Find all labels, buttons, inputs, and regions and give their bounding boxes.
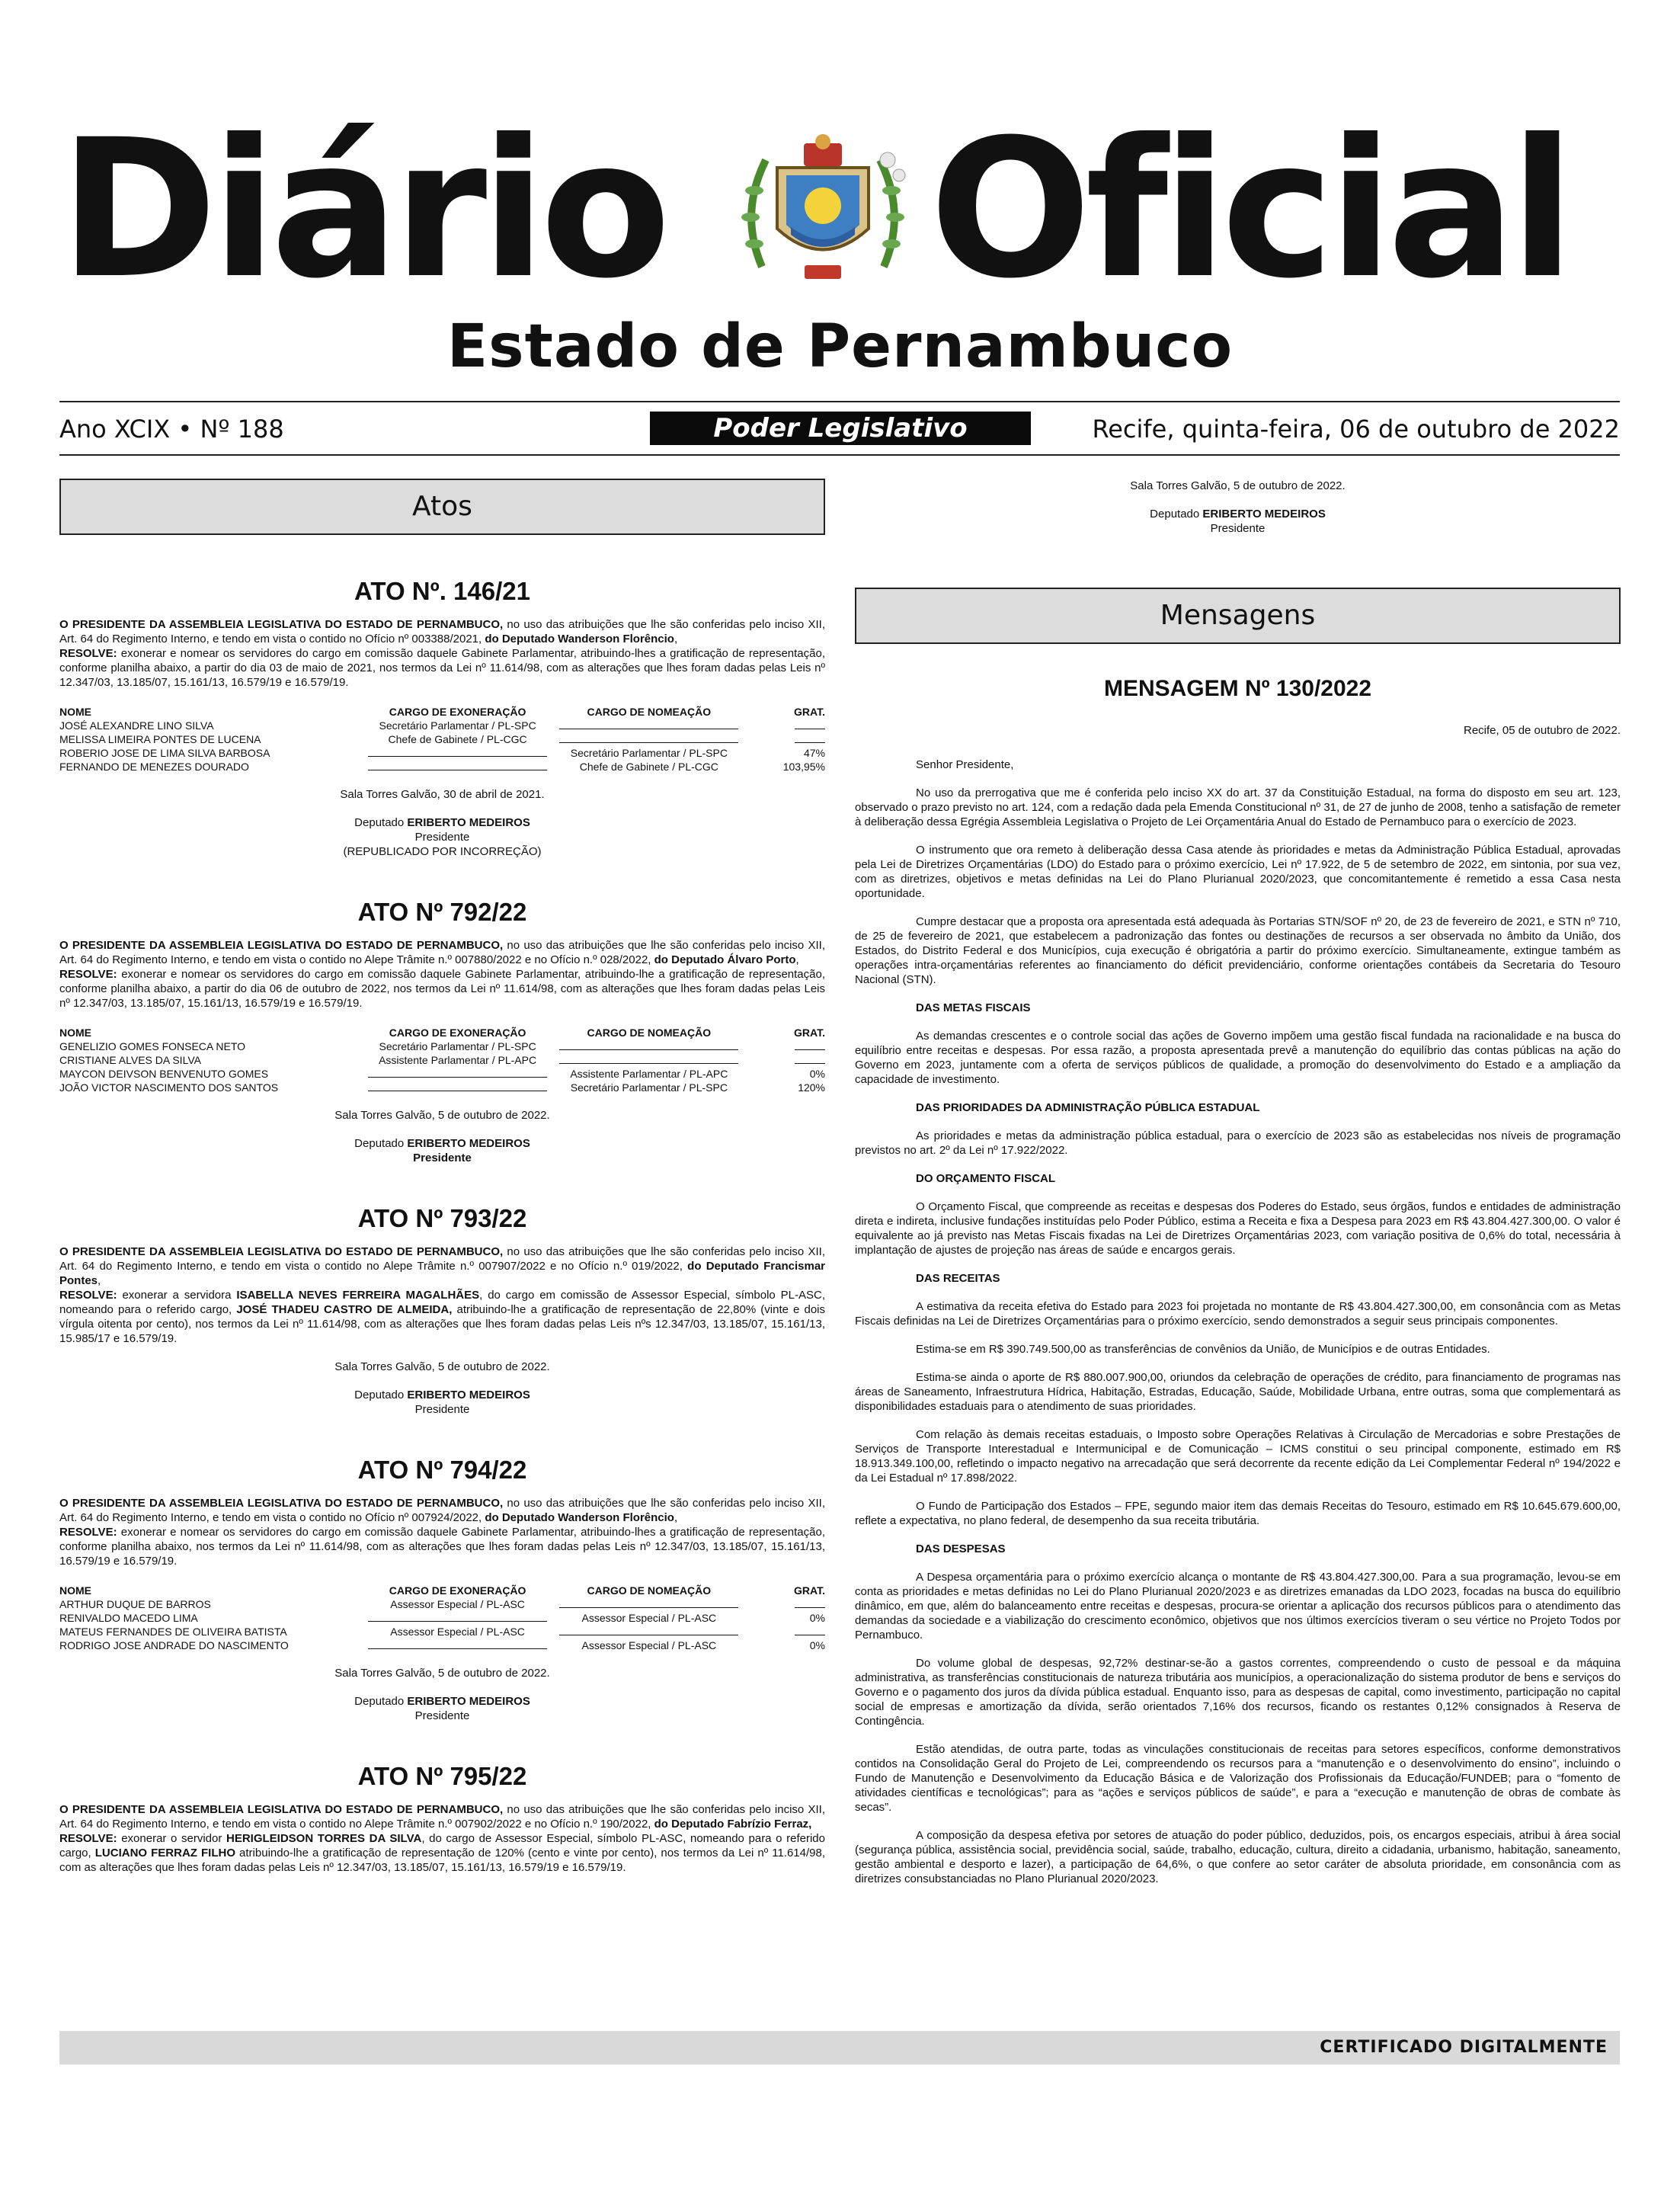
ato-792-22 <box>59 897 825 1165</box>
table-row: GENELIZIO GOMES FONSECA NETO Secretário Parlamentar / PL-SPC <box>59 1039 825 1053</box>
message-paragraph: A composição da despesa efetiva por setores de atuação do poder público, deduzidos, pois, os encargos especiais, atribui à área social (segurança pública, assistência social, previdência social, saúde, trabalho, educação, cultura, direito a cidadania, urbanismo, habitação, saneamento, gestão ambiental e desporto e lazer), a participação de 64,6%, o que confere ao setor caráter de absoluta prioridade, em consonância com as diretrizes consubstanciadas no Plano Plurianual 2020/2023. <box>855 1829 1621 1885</box>
ato-793-22 <box>59 1203 825 1417</box>
salutation: Senhor Presidente, <box>916 758 1014 771</box>
ato-preamble: O PRESIDENTE DA ASSEMBLEIA LEGISLATIVA DO ESTADO DE PERNAMBUCO, no uso das atribuições que lhe são conferidas pelo inciso XII, Art. 64 do Regimento Interno, e tendo em vista o contido no Alepe Trâmite n.º 007880/2022 e no Ofício n.º 028/2022, do Deputado Álvaro Porto, RESOLVE: exonerar e nomear os servidores do cargo em comissão daquele Gabinete Parlamentar, atribuindo-lhe a gratificação de representação, conforme planilha abaixo, a partir do dia 06 de outubro de 2022, nos termos da Lei nº 11.614/98, com as alterações que lhes foram dadas pelas Leis nº 12.347/03, 13.185/07, 15.161/13, 16.579/19 e 16.579/19. <box>59 939 825 1010</box>
table-row: RODRIGO JOSE ANDRADE DO NASCIMENTO Assessor Especial / PL-ASC 0% <box>59 1639 825 1651</box>
ato-794-22 <box>59 1455 825 1723</box>
table-row: JOÃO VICTOR NASCIMENTO DOS SANTOS Secretário Parlamentar / PL-SPC 120% <box>59 1081 825 1094</box>
ato-signature: Sala Torres Galvão, 5 de outubro de 2022. Deputado ERIBERTO MEDEIROS Presidente <box>334 1360 550 1416</box>
right-column <box>855 479 1621 1886</box>
table-row: MAYCON DEIVSON BENVENUTO GOMES Assistente Parlamentar / PL-APC 0% <box>59 1068 825 1080</box>
table-row: CRISTIANE ALVES DA SILVA Assistente Parlamentar / PL-APC <box>59 1053 825 1067</box>
ato-146-21 <box>59 576 825 859</box>
left-column <box>59 479 825 1875</box>
ato-title: ATO Nº 794/22 <box>357 1456 527 1484</box>
table-row: MATEUS FERNANDES DE OLIVEIRA BATISTA Assessor Especial / PL-ASC <box>59 1625 825 1638</box>
message-paragraph: No uso da prerrogativa que me é conferida pelo inciso XX do art. 37 da Constituição Estadual, na forma do disposto em seu art. 123, observado o prazo previsto no art. 124, com a redação dada pela Emenda Constitucional nº 31, de 27 de junho de 2008, tenho a satisfação de remeter à deliberação dessa Egrégia Assembleia Legislativa o Projeto de Lei Orçamentária Anual do Estado de Pernambuco para o exercício de 2023. <box>855 786 1621 828</box>
message-paragraph: O Orçamento Fiscal, que compreende as receitas e despesas dos Poderes do Estado, seus órgãos, fundos e entidades de administração direta e indireta, inclusive fundações instituídas pelo Poder Público, estima a Receita e fixa a Despesa para 2023 em R$ 43.804.427.300,00. O valor é equivalente ao já previsto nas Metas Fiscais fixadas na Lei de Diretrizes Orçamentárias 2023, com variação positiva de 0,6% do total, necessária à implantação de ajustes de projeção nas áreas de saúde e encargos gerais. <box>855 1200 1621 1257</box>
masthead <box>0 98 1680 320</box>
ato-signature: Sala Torres Galvão, 5 de outubro de 2022. Deputado ERIBERTO MEDEIROS Presidente <box>334 1667 550 1722</box>
publication-date: Recife, quinta-feira, 06 de outubro de 2022 <box>1092 415 1620 444</box>
issue-number: Ano XCIX • Nº 188 <box>59 415 284 444</box>
message-paragraph: O instrumento que ora remeto à deliberação dessa Casa atende às prioridades e metas da Administração Pública Estadual, aprovadas pela Lei de Diretrizes Orçamentárias (LDO) do Estado para o próximo exercício, Lei nº 17.922, de 5 de setembro de 2022, em sintonia, por sua vez, com as diretrizes, objetivos e metas definidas na Lei do Plano Plurianual 2020/2023, que concomitantemente é remetido a essa Casa nesta oportunidade. <box>855 844 1621 900</box>
pernambuco-coat-of-arms-icon <box>731 130 914 290</box>
ato-table: NOME CARGO DE EXONERAÇÃO CARGO DE NOMEAÇÃO GRAT. JOSÉ ALEXANDRE LINO SILVA Secretário Parlamentar / PL-SPC MELISSA LIMEIRA PONTES DE LUCENA Chefe de Gabinete / PL-CGC ROBERIO JOSE DE LIMA SILVA BARBOSA Secretário Parlamentar / PL-SPC 47% FERNANDO DE MENEZES DOURADO Chefe de Gabinete / PL-CGC 103,95% <box>59 706 825 773</box>
masthead-title-right: Oficial <box>930 98 1570 320</box>
table-row: ROBERIO JOSE DE LIMA SILVA BARBOSA Secretário Parlamentar / PL-SPC 47% <box>59 747 825 759</box>
message-paragraph: A Despesa orçamentária para o próximo exercício alcança o montante de R$ 43.804.427.300,00. Para a sua programação, levou-se em conta as prioridades e metas definidas no Lei do Plano Plurianual 2020/2023 e as diretrizes emanadas da LDO 2023, focadas na busca do equilíbrio dinâmico, em que, além do balanceamento entre receitas e despesas, procura-se orientar a aplicação dos recursos públicos para o atendimento das demandas da sociedade e a viabilização do crescimento econômico, objetivos que nos últimos exercícios tiveram o seu vértice no Projeto Todos por Pernambuco. <box>855 1571 1621 1642</box>
ato-title: ATO Nº. 146/21 <box>354 577 530 605</box>
ato-795-22 <box>59 1761 825 1875</box>
message-paragraph: Com relação às demais receitas estaduais, o Imposto sobre Operações Relativas à Circulação de Mercadorias e sobre Prestações de Serviços de Transporte Interestadual e Intermunicipal e de Comunicação – ICMS constitui o seu principal componente, estimado em R$ 18.913.349.100,00, refletindo o impacto negativo na arrecadação que será decorrente da recente edição da Lei Complementar Federal nº 194/2022 e da Lei Estadual nº 17.898/2022. <box>855 1428 1621 1485</box>
section-mensagens: Mensagens <box>855 588 1621 644</box>
masthead-subtitle: Estado de Pernambuco <box>446 312 1234 381</box>
ato-preamble: O PRESIDENTE DA ASSEMBLEIA LEGISLATIVA DO ESTADO DE PERNAMBUCO, no uso das atribuições que lhe são conferidas pelo inciso XII, Art. 64 do Regimento Interno, e tendo em vista o contido no Ofício nº 007924/2022, do Deputado Wanderson Florêncio, RESOLVE: exonerar e nomear os servidores do cargo em comissão daquele Gabinete Parlamentar, atribuindo-lhes a gratificação de representação, conforme planilha abaixo, nos termos da Lei nº 11.614/98, com as alterações que lhes foram dadas pelas Leis nº 12.347/03, 13.185/07, 15.161/13, 16.579/19 e 16.579/19. <box>59 1497 825 1568</box>
message-paragraph: Estima-se ainda o aporte de R$ 880.007.900,00, oriundos da celebração de operações de crédito, para financiamento de programas nas áreas de Saneamento, Infraestrutura Hídrica, Habitação, Estradas, Educação, Saúde, Mobilidade Urbana, entre outras, soma que complementará as disponibilidades estaduais para o atendimento de suas prioridades. <box>855 1371 1621 1413</box>
table-row: MELISSA LIMEIRA PONTES DE LUCENA Chefe de Gabinete / PL-CGC <box>59 732 825 746</box>
section-heading: DAS METAS FISCAIS <box>916 1001 1031 1014</box>
issue-row <box>59 412 1620 445</box>
section-heading: DAS PRIORIDADES DA ADMINISTRAÇÃO PÚBLICA ESTADUAL <box>916 1101 1260 1114</box>
table-row: FERNANDO DE MENEZES DOURADO Chefe de Gabinete / PL-CGC 103,95% <box>59 761 825 773</box>
ato-signature: Sala Torres Galvão, 5 de outubro de 2022. Deputado ERIBERTO MEDEIROS Presidente <box>334 1109 550 1164</box>
ato-title: ATO Nº 793/22 <box>357 1204 527 1232</box>
branch-banner: Poder Legislativo <box>650 412 1031 445</box>
message-date: Recife, 05 de outubro de 2022. <box>1464 724 1621 737</box>
section-heading: DAS DESPESAS <box>916 1542 1006 1555</box>
message-paragraph: A estimativa da receita efetiva do Estado para 2023 foi projetada no montante de R$ 43.804.427.300,00, em consonância com as Metas Fiscais definidas na Lei de Diretrizes Orçamentárias para o próximo exercício, sendo demonstrados a seguir seus principais componentes. <box>855 1300 1621 1328</box>
message-paragraph: Estima-se em R$ 390.749.500,00 as transferências de convênios da União, de Municípios e de outras Entidades. <box>916 1343 1490 1356</box>
table-row: RENIVALDO MACEDO LIMA Assessor Especial / PL-ASC 0% <box>59 1612 825 1624</box>
ato-table: NOME CARGO DE EXONERAÇÃO CARGO DE NOMEAÇÃO GRAT. GENELIZIO GOMES FONSECA NETO Secretário Parlamentar / PL-SPC CRISTIANE ALVES DA SILVA Assistente Parlamentar / PL-APC MAYCON DEIVSON BENVENUTO GOMES Assistente Parlamentar / PL-APC 0% JOÃO VICTOR NASCIMENTO DOS SANTOS Secretário Parlamentar / PL-SPC 120% <box>59 1027 825 1094</box>
masthead-title-left: Diário <box>59 98 665 320</box>
table-row: ARTHUR DUQUE DE BARROS Assessor Especial / PL-ASC <box>59 1597 825 1611</box>
section-heading: DAS RECEITAS <box>916 1272 1000 1285</box>
table-row: JOSÉ ALEXANDRE LINO SILVA Secretário Parlamentar / PL-SPC <box>59 719 825 732</box>
digital-certificate-footer: CERTIFICADO DIGITALMENTE <box>59 2031 1620 2064</box>
ato-title: ATO Nº 792/22 <box>357 898 527 926</box>
ato-signature: Sala Torres Galvão, 30 de abril de 2021. Deputado ERIBERTO MEDEIROS Presidente (REPUBLICADO POR INCORREÇÃO) <box>340 788 545 858</box>
ato-preamble: O PRESIDENTE DA ASSEMBLEIA LEGISLATIVA DO ESTADO DE PERNAMBUCO, no uso das atribuições que lhe são conferidas pelo inciso XII, Art. 64 do Regimento Interno, e tendo em vista o contido no Alepe Trâmite n.º 007907/2022 e no Ofício n.º 019/2022, do Deputado Francismar Pontes, RESOLVE: exonerar a servidora ISABELLA NEVES FERREIRA MAGALHÃES, do cargo em comissão de Assessor Especial, símbolo PL-ASC, nomeando para o referido cargo, JOSÉ THADEU CASTRO DE ALMEIDA, atribuindo-lhe a gratificação de representação de 22,80% (vinte e dois vírgula oitenta por cento), nos termos da Lei nº 11.614/98, com as alterações que lhes foram dadas pelas Leis nºs 12.347/03, 13.185/07, 15.161/13, 15.985/17 e 16.579/19. <box>59 1245 826 1345</box>
message-paragraph: O Fundo de Participação dos Estados – FPE, segundo maior item das demais Receitas do Tesouro, estimado em R$ 10.645.679.600,00, reflete a expectativa, no plano federal, de desempenho da sua receita tributária. <box>855 1500 1621 1527</box>
message-paragraph: Estão atendidas, de outra parte, todas as vinculações constitucionais de receitas para setores específicos, conforme demonstrativos contidos na Consolidação Geral do Projeto de Lei, compreendendo os recursos para a “manutenção e o desenvolvimento do ensino”, incluindo o Fundo de Manutenção e Desenvolvimento da Educação Básica e de Valorização dos Profissionais da Educação/FUNDEB; para o “fomento de atividades científicas e tecnológicas”; para as “ações e serviços públicos de saúde”, e para a “execução e manutenção de obras de combate às secas”. <box>855 1743 1621 1814</box>
section-heading: DO ORÇAMENTO FISCAL <box>916 1172 1056 1185</box>
masthead-bottom-rule <box>59 454 1620 456</box>
ato-preamble: O PRESIDENTE DA ASSEMBLEIA LEGISLATIVA DO ESTADO DE PERNAMBUCO, no uso das atribuições que lhe são conferidas pelo inciso XII, Art. 64 do Regimento Interno, e tendo em vista o contido no Alepe Trâmite n.º 007902/2022 e no Ofício n.º 190/2022, do Deputado Fabrízio Ferraz, RESOLVE: exonerar o servidor HERIGLEIDSON TORRES DA SILVA, do cargo de Assessor Especial, símbolo PL-ASC, nomeando para o referido cargo, LUCIANO FERRAZ FILHO atribuindo-lhe a gratificação de representação de 120% (cento e vinte por cento), nos termos da Lei nº 11.614/98, com as alterações que lhes foram dadas pelas Leis nº 12.347/03, 13.185/07, 15.161/13, 16.579/19 e 16.579/19. <box>59 1803 826 1874</box>
top-signature: Sala Torres Galvão, 5 de outubro de 2022. Deputado ERIBERTO MEDEIROS Presidente <box>1130 479 1346 535</box>
ato-table: NOME CARGO DE EXONERAÇÃO CARGO DE NOMEAÇÃO GRAT. ARTHUR DUQUE DE BARROS Assessor Especial / PL-ASC RENIVALDO MACEDO LIMA Assessor Especial / PL-ASC 0% MATEUS FERNANDES DE OLIVEIRA BATISTA Assessor Especial / PL-ASC RODRIGO JOSE ANDRADE DO NASCIMENTO Assessor Especial / PL-ASC 0% <box>59 1584 825 1651</box>
message-paragraph: As prioridades e metas da administração pública estadual, para o exercício de 2023 são as estabelecidas nos níveis de programação previstos no art. 2º da Lei nº 17.922/2022. <box>855 1129 1621 1157</box>
ato-preamble: O PRESIDENTE DA ASSEMBLEIA LEGISLATIVA DO ESTADO DE PERNAMBUCO, no uso das atribuições que lhe são conferidas pelo inciso XII, Art. 64 do Regimento Interno, e tendo em vista o contido no Ofício nº 003388/2021, do Deputado Wanderson Florêncio, RESOLVE: exonerar e nomear os servidores do cargo em comissão daquele Gabinete Parlamentar, atribuindo-lhes a gratificação de representação, conforme planilha abaixo, a partir do dia 03 de maio de 2021, nos termos da Lei nº 11.614/98, com as alterações que lhes foram dadas pelas Leis nº 12.347/03, 13.185/07, 15.161/13, 16.579/19 e 16.579/19. <box>59 618 825 689</box>
section-atos: Atos <box>59 479 825 535</box>
ato-title: ATO Nº 795/22 <box>357 1762 527 1790</box>
message-paragraph: Cumpre destacar que a proposta ora apresentada está adequada às Portarias STN/SOF nº 20, de 23 de fevereiro de 2021, e STN nº 710, de 25 de fevereiro de 2021, que estabelecem a padronização das fontes ou destinações de recursos a ser observada no âmbito da União, dos Estados, do Distrito Federal e dos Municípios, cuja execução é obrigatória a partir do próximo exercício. Simultaneamente, extingue também as operações intra-orçamentárias referentes ao financiamento do déficit previdenciário, conforme orientações contábeis da Secretaria do Tesouro Nacional (STN). <box>855 915 1621 986</box>
message-title: MENSAGEM Nº 130/2022 <box>1103 676 1372 701</box>
masthead-top-rule <box>59 401 1620 402</box>
message-paragraph: As demandas crescentes e o controle social das ações de Governo impõem uma gestão fiscal fundada na racionalidade e na busca do equilíbrio entre receitas e despesas. Por essa razão, a proposta apresentada prevê a manutenção do equilíbrio das contas públicas na ação do Governo em 2023, juntamente com a oferta de serviços públicos de qualidade, a promoção do desenvolvimento do Estado e a ampliação da capacidade de investimento. <box>855 1030 1621 1086</box>
message-paragraph: Do volume global de despesas, 92,72% destinar-se-ão a gastos correntes, compreendendo o custo de pessoal e da máquina administrativa, as transferências constitucionais de natureza tributária aos municípios, a operacionalização do sistema produtor de bens e serviços do Governo e o pagamento dos juros da dívida pública estadual. Enquanto isso, para as despesas de capital, como investimento, participação no capital social de empresas e amortização da dívida, serão orientados 7,16% dos recursos, ficando os restantes 0,12% consignados à Reserva de Contingência. <box>855 1657 1621 1728</box>
